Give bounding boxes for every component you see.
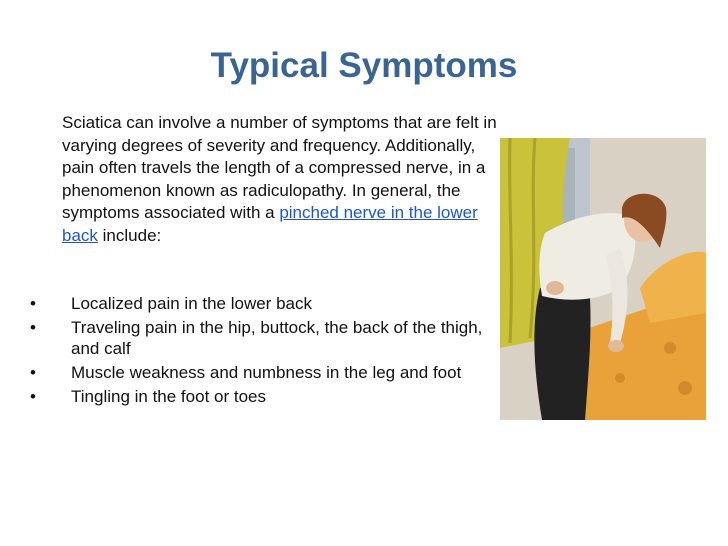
bullet-icon: • [30, 318, 36, 337]
intro-paragraph [62, 112, 502, 247]
bullet-icon: • [30, 294, 36, 313]
list-item [30, 293, 510, 314]
symptom-list [30, 293, 510, 410]
list-item-text: Localized pain in the lower back [71, 294, 312, 313]
list-item [30, 317, 510, 359]
bullet-icon: • [30, 363, 36, 382]
list-item-text: Muscle weakness and numbness in the leg and foot [71, 363, 462, 382]
pinched-nerve-link[interactable]: pinched nerve in the lower back [62, 203, 478, 245]
list-item-text: Tingling in the foot or toes [71, 387, 266, 406]
list-item-text: Traveling pain in the hip, buttock, the back of the thigh, and calf [71, 318, 483, 358]
list-item [30, 362, 510, 383]
bullet-icon: • [30, 387, 36, 406]
intro-text-end: include: [97, 225, 162, 245]
list-item [30, 386, 510, 407]
photo-illustration [500, 138, 706, 420]
intro-text: Sciatica can involve a number of symptoms that are felt in varying degrees of severity and frequency. Additionally, pain often travels the length of a compressed nerve, in a phenomenon known as radiculopathy. In general, the symptoms associated with a [62, 113, 497, 222]
slide-title: Typical Symptoms [210, 46, 518, 85]
back-pain-photo [500, 138, 706, 420]
